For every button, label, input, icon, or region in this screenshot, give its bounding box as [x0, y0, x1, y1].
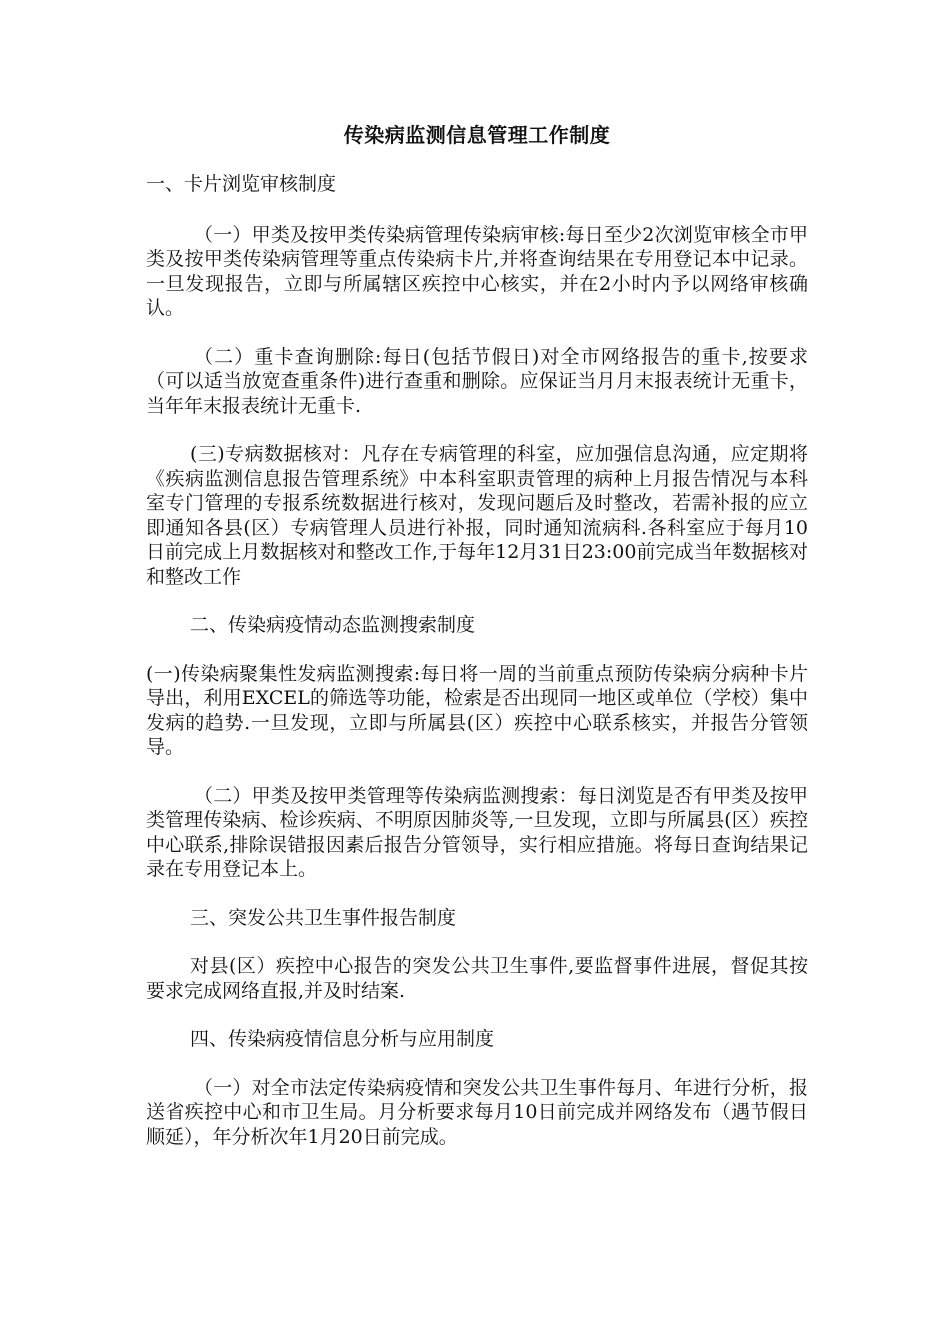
section-1-paragraph-1: （一）甲类及按甲类传染病管理传染病审核:每日至少2次浏览审核全市甲类及按甲类传染病管理等重点传染病卡片,并将查询结果在专用登记本中记录。一旦发现报告，立即与所属辖区疾控中心核实，并在2小时内予以网络审核确认。: [146, 223, 808, 319]
section-4-heading: 四、传染病疫情信息分析与应用制度: [190, 1028, 495, 1050]
document-title: 传染病监测信息管理工作制度: [343, 123, 611, 147]
section-2-paragraph-1: (一)传染病聚集性发病监测搜索:每日将一周的当前重点预防传染病分病种卡片导出，利用EXCEL的筛选等功能，检索是否出现同一地区或单位（学校）集中发病的趋势.一旦发现，立即与所属县(区）疾控中心联系核实，并报告分管领导。: [146, 662, 808, 758]
section-1-paragraph-3: (三)专病数据核对：凡存在专病管理的科室，应加强信息沟通，应定期将《疾病监测信息报告管理系统》中本科室职责管理的病种上月报告情况与本科室专门管理的专报系统数据进行核对，发现问题后及时整改，若需补报的应立即通知各县(区）专病管理人员进行补报，同时通知流病科.各科室应于每月10日前完成上月数据核对和整改工作,于每年12月31日23:00前完成当年数据核对和整改工作: [146, 443, 808, 588]
section-2-paragraph-2: （二）甲类及按甲类管理等传染病监测搜索：每日浏览是否有甲类及按甲类管理传染病、检诊疾病、不明原因肺炎等,一旦发现，立即与所属县(区）疾控中心联系,排除误错报因素后报告分管领导，实行相应措施。将每日查询结果记录在专用登记本上。: [146, 784, 808, 880]
section-3-paragraph-1: 对县(区）疾控中心报告的突发公共卫生事件,要监督事件进展，督促其按要求完成网络直报,并及时结案.: [146, 955, 808, 1002]
section-1-paragraph-2: （二）重卡查询删除:每日(包括节假日)对全市网络报告的重卡,按要求（可以适当放宽查重条件)进行查重和删除。应保证当月月末报表统计无重卡，当年年末报表统计无重卡.: [146, 345, 808, 417]
section-2-heading: 二、传染病疫情动态监测搜索制度: [190, 614, 476, 636]
section-1-heading: 一、卡片浏览审核制度: [146, 173, 337, 195]
document-page: [146, 120, 808, 1173]
section-3-heading: 三、突发公共卫生事件报告制度: [190, 906, 457, 929]
section-4-paragraph-1: （一）对全市法定传染病疫情和突发公共卫生事件每月、年进行分析，报送省疾控中心和市卫生局。月分析要求每月10日前完成并网络发布（遇节假日顺延），年分析次年1月20日前完成。: [146, 1076, 808, 1148]
